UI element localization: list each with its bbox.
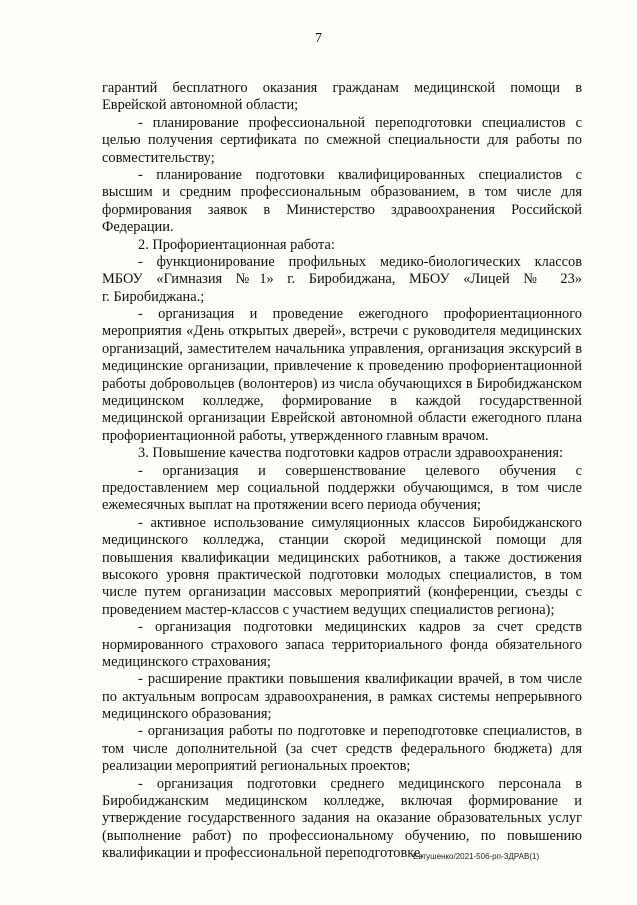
text-line: - активное использование симуляционных классов Биробиджанского <box>138 514 582 531</box>
text-line: работы добровольцев (волонтеров) из числа обучающихся в Биробиджанском <box>102 375 582 392</box>
text-line: медицинские организации, привлечение к проведению профориентационной <box>102 358 582 375</box>
text-line: формирования заявок в Министерство здравоохранения Российской <box>102 201 582 218</box>
text-line: - организация и проведение ежегодного профориентационного <box>138 306 582 323</box>
text-line: - планирование подготовки квалифицированных специалистов с <box>138 166 582 183</box>
text-line: совместительству; <box>102 149 215 166</box>
text-line: высшим и средним профессиональным образованием, в том числе для <box>102 184 582 201</box>
text-line: нормированного страхового запаса территориального фонда обязательного <box>102 636 582 653</box>
text-line: медицинского колледжа, станции скорой медицинской помощи для <box>102 532 582 549</box>
text-line: медицинском колледже, формирование в каждой государственной <box>102 393 582 410</box>
text-line: - организация подготовки медицинских кадров за счет средств <box>138 619 582 636</box>
text-line: мероприятия «День открытых дверей», встречи с руководителя медицинских <box>102 323 582 340</box>
text-line: 2. Профориентационная работа: <box>138 236 335 253</box>
text-line: высокого уровня практической подготовки молодых специалистов, в том <box>102 566 582 583</box>
text-line: - функционирование профильных медико-биологических классов <box>138 253 582 270</box>
text-line: 3. Повышение качества подготовки кадров отрасли здравоохранения: <box>138 445 563 462</box>
text-line: - организация работы по подготовке и переподготовке специалистов, в <box>138 723 582 740</box>
document-body <box>102 80 582 863</box>
text-line: проведением мастер-классов с участием ведущих специалистов региона); <box>102 601 555 618</box>
text-line: Еврейской автономной области; <box>102 97 299 114</box>
text-line: (выполнение работ) по профессиональному обучению, по повышению <box>102 827 582 844</box>
text-line: гарантий бесплатного оказания гражданам медицинской помощи в <box>102 80 582 96</box>
text-line: медицинского образования; <box>102 706 272 723</box>
text-line: том числе дополнительной (за счет средств федерального бюджета) для <box>102 740 582 757</box>
text-line: Федерации. <box>102 219 174 236</box>
text-line: - расширение практики повышения квалификации врачей, в том числе <box>138 671 582 688</box>
text-line: медицинского страхования; <box>102 653 271 670</box>
text-line: по актуальным вопросам здравоохранения, в рамках системы непрерывного <box>102 688 582 705</box>
text-line: МБОУ «Гимназия №1» г. Биробиджана, МБОУ «Лицей № 23» <box>102 271 582 288</box>
text-line: квалификации и профессиональной переподготовке. <box>102 845 424 862</box>
text-line: - организация подготовки среднего медицинского персонала в <box>138 775 582 792</box>
text-line: числе путем организации массовых мероприятий (конференции, съезды с <box>102 584 582 601</box>
text-line: реализации мероприятий региональных проектов; <box>102 758 411 775</box>
text-line: профориентационной работы, утвержденного главным врачом. <box>102 427 489 444</box>
text-line: утверждение государственного задания на оказание образовательных услуг <box>102 810 582 827</box>
text-line: повышения квалификации медицинских работников, а также достижения <box>102 549 582 566</box>
text-line: г. Биробиджана.; <box>102 288 205 305</box>
text-line: - организация и совершенствование целевого обучения с <box>138 462 582 479</box>
text-line: целью получения сертификата по смежной специальности для работы по <box>102 132 582 149</box>
document-footer-reference: Евтушенко/2021-506-рп-ЗДРАВ(1) <box>413 852 540 861</box>
text-line: предоставлением мер социальной поддержки обучающимся, в том числе <box>102 479 582 496</box>
text-line: - планирование профессиональной переподготовки специалистов с <box>138 114 582 131</box>
page-number: 7 <box>315 31 322 46</box>
text-line: ежемесячных выплат на протяжении всего периода обучения; <box>102 497 482 514</box>
text-line: организаций, заместителем начальника управления, организация экскурсий в <box>102 340 582 357</box>
text-line: Биробиджанским медицинском колледже, включая формирование и <box>102 793 582 810</box>
text-line: медицинской организации Еврейской автономной области ежегодного плана <box>102 410 582 427</box>
